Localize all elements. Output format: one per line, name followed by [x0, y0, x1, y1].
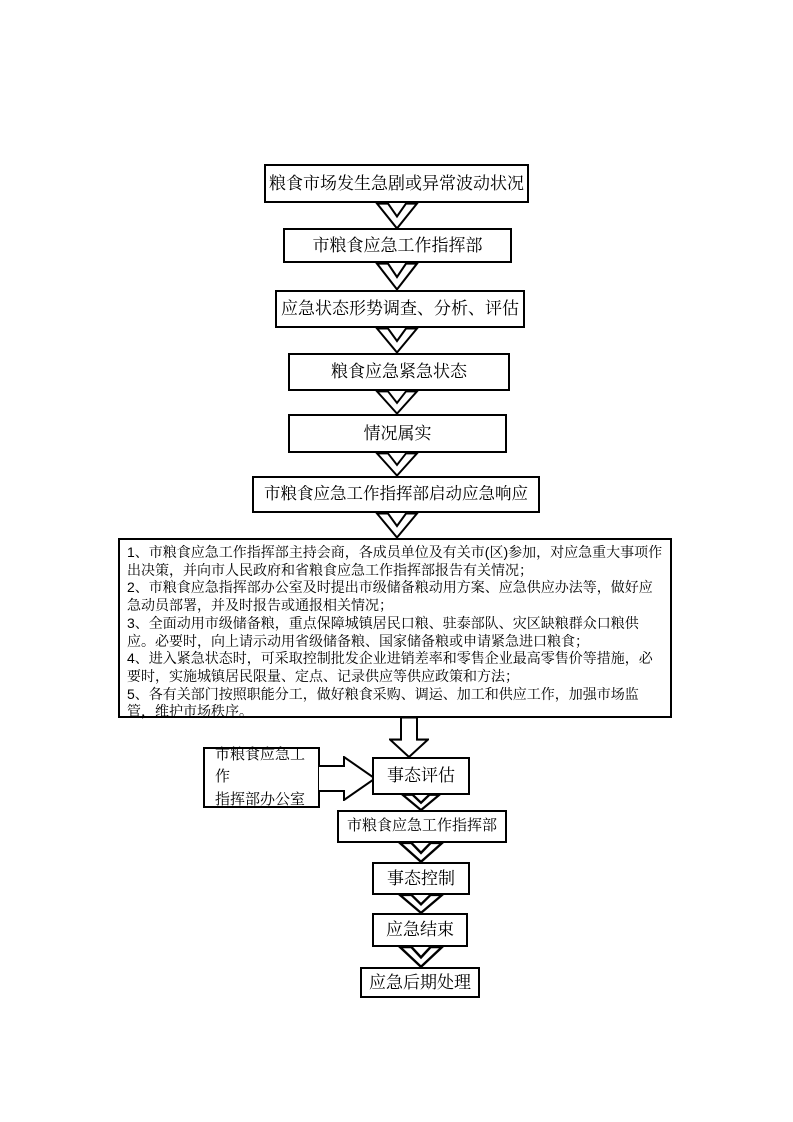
flow-box-emergency-state: 粮食应急紧急状态	[288, 353, 510, 391]
flow-box-situation-control: 事态控制	[372, 862, 470, 895]
flow-box-investigation-analysis: 应急状态形势调查、分析、评估	[275, 290, 525, 328]
office-label-line2: 指挥部办公室	[215, 790, 306, 808]
office-label-line1: 市粮食应急工作	[215, 745, 306, 786]
flow-box-market-fluctuation: 粮食市场发生急剧或异常波动状况	[264, 164, 529, 203]
chevron-down-arrow-icon	[375, 452, 419, 477]
flow-box-response-measures	[118, 538, 672, 718]
measure-item: 5、各有关部门按照职能分工，做好粮食采购、调运、加工和供应工作，加强市场监管，维护市场秩序。	[127, 685, 639, 720]
flow-box-start-response: 市粮食应急工作指挥部启动应急响应	[252, 476, 540, 513]
measure-item: 4、进入紧急状态时，可采取控制批发企业进销差率和零售企业最高零售价等措施，必要时，实施城镇居民限量、定点、记录供应等供应政策和方法；	[127, 650, 653, 684]
chevron-down-arrow-icon	[398, 894, 444, 914]
chevron-down-arrow-icon	[375, 390, 419, 415]
flow-box-command-center: 市粮食应急工作指挥部	[283, 228, 512, 263]
chevron-down-arrow-icon	[401, 794, 441, 811]
chevron-down-arrow-icon	[398, 842, 444, 863]
measure-item: 1、市粮食应急工作指挥部主持会商，各成员单位及有关市(区)参加，对应急重大事项作出决策，并向市人民政府和省粮食应急工作指挥部报告有关情况；	[127, 544, 663, 578]
measure-item: 3、全面动用市级储备粮，重点保障城镇居民口粮、驻泰部队、灾区缺粮群众口粮供应。必要时，向上请示动用省级储备粮、国家储备粮或申请紧急进口粮食；	[127, 614, 639, 649]
chevron-down-arrow-icon	[375, 512, 419, 539]
flow-box-situation-assessment: 事态评估	[372, 757, 470, 795]
chevron-down-arrow-icon	[375, 327, 419, 354]
flow-box-response-end: 应急结束	[372, 913, 468, 947]
chevron-down-arrow-icon	[375, 202, 419, 230]
chevron-down-arrow-icon	[398, 946, 444, 968]
flow-box-post-processing: 应急后期处理	[360, 967, 480, 998]
block-down-arrow-icon	[389, 717, 429, 758]
flow-box-situation-verified: 情况属实	[288, 414, 507, 453]
chevron-down-arrow-icon	[375, 262, 419, 291]
measure-item: 2、市粮食应急指挥部办公室及时提出市级储备粮动用方案、应急供应办法等，做好应急动员部署，并及时报告或通报相关情况；	[127, 579, 653, 614]
flow-box-command-center-2: 市粮食应急工作指挥部	[337, 810, 507, 843]
flow-box-office	[203, 747, 320, 808]
block-right-arrow-icon	[318, 756, 376, 801]
